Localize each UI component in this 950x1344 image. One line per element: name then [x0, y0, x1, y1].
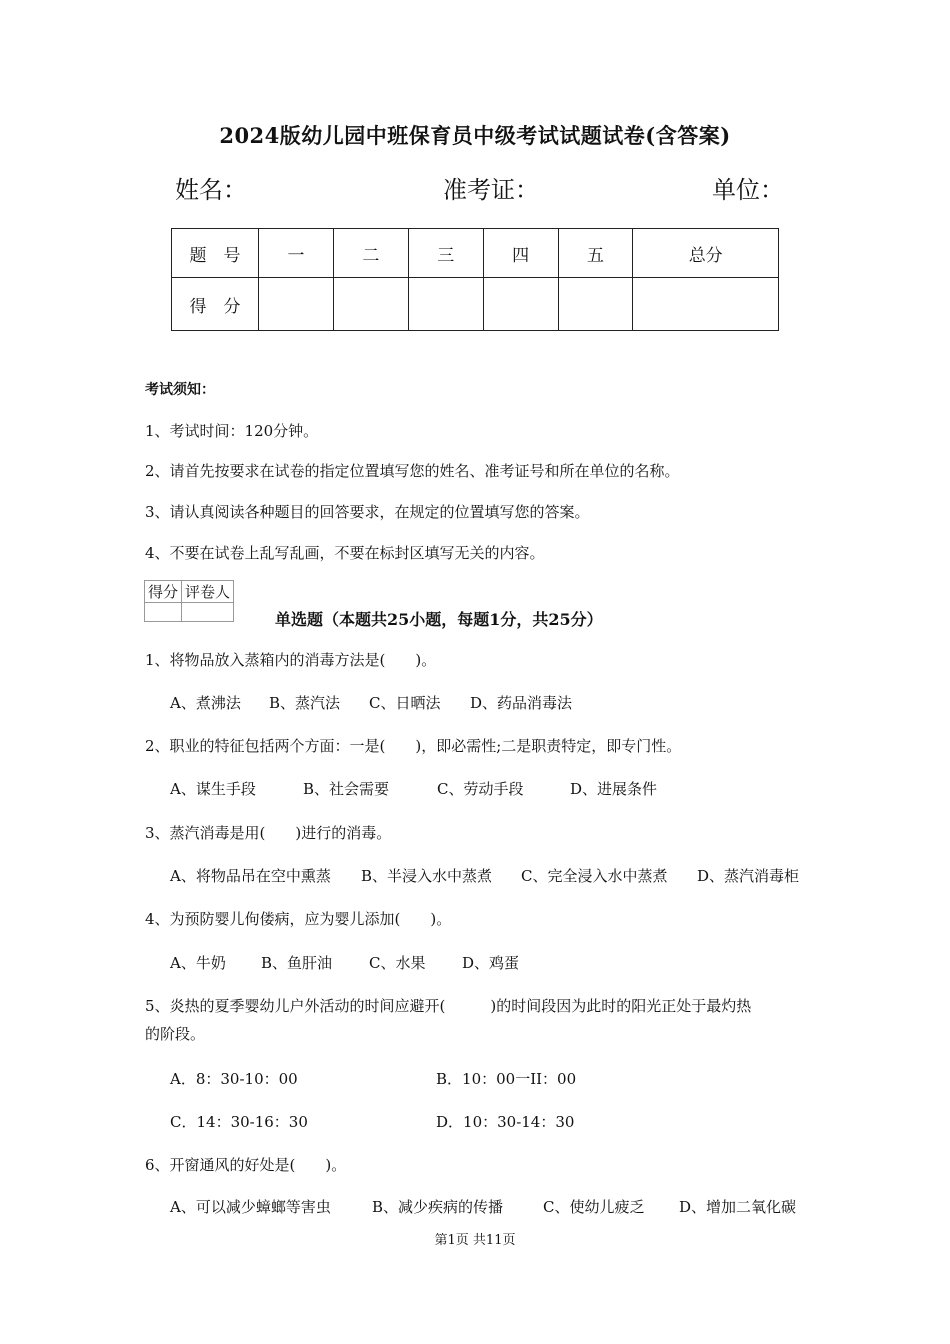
answer-option[interactable]: D、蒸汽消毒柜: [697, 867, 800, 885]
score-cell[interactable]: [259, 278, 334, 331]
score-table-header-cell: 题 号: [172, 229, 259, 278]
score-table-header-cell: 四: [483, 229, 558, 278]
grader-score-label: 得分: [145, 581, 182, 603]
answer-option[interactable]: B、鱼肝油: [261, 954, 333, 972]
answer-option[interactable]: A．8：30-10：00: [170, 1070, 298, 1088]
answer-option[interactable]: C、水果: [369, 954, 426, 972]
score-cell[interactable]: [483, 278, 558, 331]
answer-option[interactable]: C、日晒法: [369, 694, 441, 712]
answer-option[interactable]: C、完全浸入水中蒸煮: [521, 867, 668, 885]
notice-item: 3、请认真阅读各种题目的回答要求，在规定的位置填写您的答案。: [145, 503, 590, 521]
answer-option[interactable]: C、使幼儿疲乏: [543, 1198, 645, 1216]
answer-option[interactable]: D、药品消毒法: [470, 694, 573, 712]
grader-box: [144, 580, 234, 622]
exam-title: 2024版幼儿园中班保育员中级考试试题试卷(含答案): [219, 123, 731, 148]
name-field-label: 姓名：: [175, 176, 247, 204]
score-table: [171, 228, 779, 331]
grader-reviewer-label: 评卷人: [182, 581, 234, 603]
answer-option[interactable]: B．10：00一II：00: [436, 1070, 577, 1088]
answer-option[interactable]: A、将物品吊在空中熏蒸: [170, 867, 331, 885]
answer-option[interactable]: B、社会需要: [303, 780, 390, 798]
score-cell[interactable]: [333, 278, 408, 331]
unit-field-label: 单位：: [712, 176, 784, 204]
score-table-header-cell: 总分: [633, 229, 779, 278]
question-text: 2、职业的特征包括两个方面：一是( )，即必需性;二是职责特定，即专门性。: [145, 737, 682, 755]
grader-score-cell[interactable]: [145, 603, 182, 622]
answer-option[interactable]: B、半浸入水中蒸煮: [361, 867, 493, 885]
score-table-header-cell: 三: [408, 229, 483, 278]
answer-option[interactable]: C．14：30-16：30: [170, 1113, 308, 1131]
notice-item: 1、考试时间：120分钟。: [145, 422, 319, 440]
question-text-continued: 的阶段。: [145, 1025, 206, 1043]
answer-option[interactable]: A、煮沸法: [170, 694, 241, 712]
question-text: 6、开窗通风的好处是( )。: [145, 1156, 347, 1174]
answer-option[interactable]: A、可以减少蟑螂等害虫: [170, 1198, 331, 1216]
section-title: 单选题（本题共25小题，每题1分，共25分）: [275, 610, 603, 629]
answer-option[interactable]: A、牛奶: [170, 954, 226, 972]
score-table-header-row: [172, 229, 779, 278]
answer-option[interactable]: B、减少疾病的传播: [372, 1198, 504, 1216]
score-cell[interactable]: [558, 278, 633, 331]
score-table-header-cell: 一: [259, 229, 334, 278]
answer-option[interactable]: B、蒸汽法: [269, 694, 341, 712]
notice-item: 2、请首先按要求在试卷的指定位置填写您的姓名、准考证号和所在单位的名称。: [145, 462, 680, 480]
score-cell[interactable]: [633, 278, 779, 331]
answer-option[interactable]: D、进展条件: [570, 780, 658, 798]
question-text: 1、将物品放入蒸箱内的消毒方法是( )。: [145, 651, 437, 669]
score-table-score-row: [172, 278, 779, 331]
question-text: 3、蒸汽消毒是用( )进行的消毒。: [145, 824, 392, 842]
answer-option[interactable]: D、鸡蛋: [462, 954, 520, 972]
question-text: 5、炎热的夏季婴幼儿户外活动的时间应避开( )的时间段因为此时的阳光正处于最灼热: [145, 997, 752, 1015]
notice-heading: 考试须知：: [145, 382, 215, 398]
answer-option[interactable]: D．10：30-14：30: [436, 1113, 575, 1131]
question-text: 4、为预防婴儿佝偻病，应为婴儿添加( )。: [145, 910, 452, 928]
answer-option[interactable]: C、劳动手段: [437, 780, 524, 798]
notice-item: 4、不要在试卷上乱写乱画，不要在标封区填写无关的内容。: [145, 544, 545, 562]
exam-id-field-label: 准考证：: [443, 176, 539, 204]
page-footer: 第1页 共11页: [434, 1233, 516, 1248]
score-table-header-cell: 二: [333, 229, 408, 278]
answer-option[interactable]: D、增加二氧化碳: [679, 1198, 797, 1216]
answer-option[interactable]: A、谋生手段: [170, 780, 256, 798]
score-table-header-cell: 五: [558, 229, 633, 278]
score-row-label: 得 分: [172, 278, 259, 331]
score-cell[interactable]: [408, 278, 483, 331]
grader-reviewer-cell[interactable]: [182, 603, 234, 622]
